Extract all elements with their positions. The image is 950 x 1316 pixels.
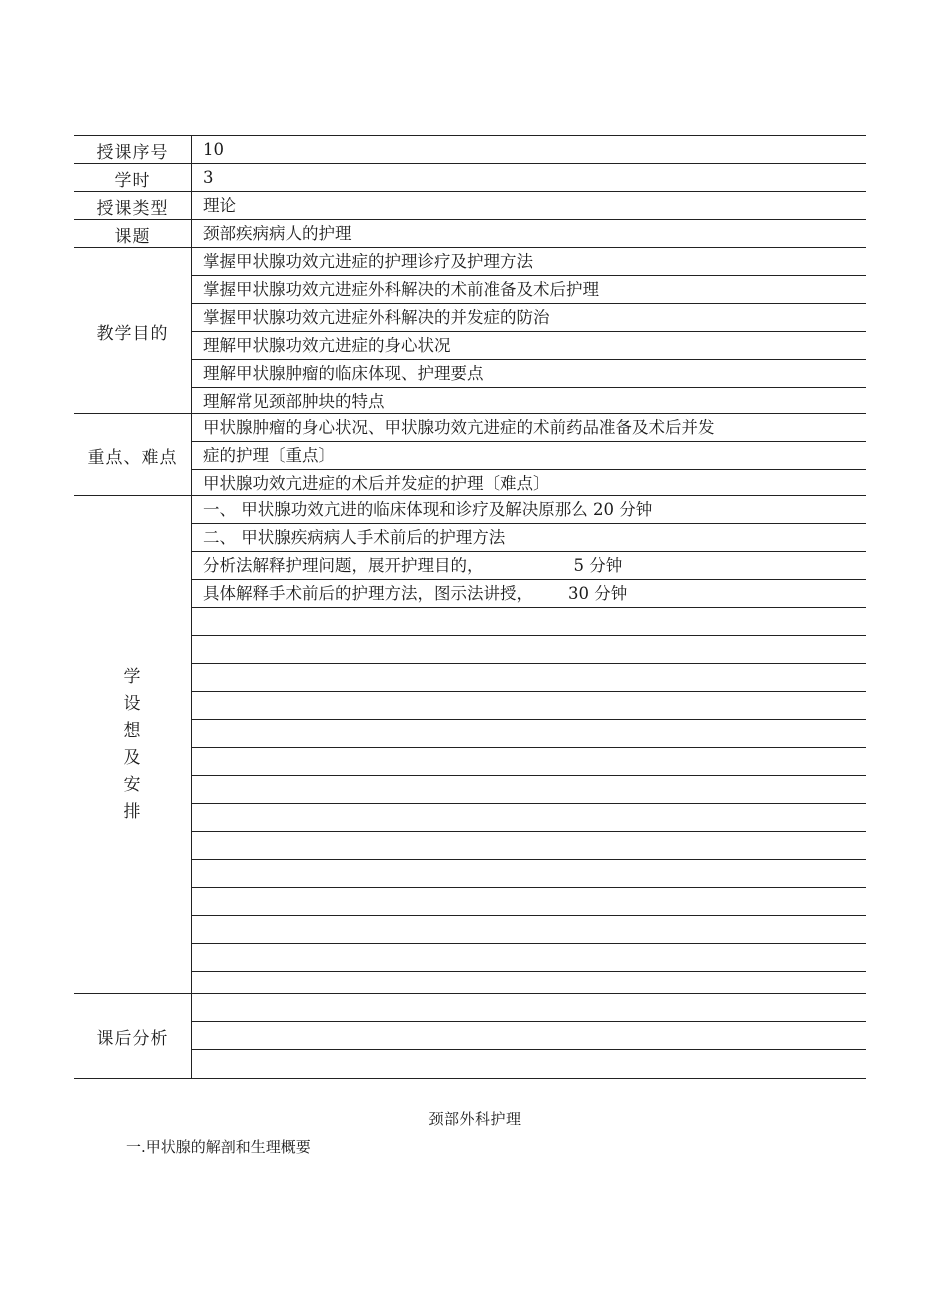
label-topic: 课题 [74,220,192,248]
label-type: 授课类型 [74,192,192,220]
value-type: 理论 [192,192,866,220]
blank-line [192,1050,866,1078]
design-text: 分析法解释护理问题，展开护理目的， [203,556,484,575]
label-design-char: 设 [123,694,142,714]
objective-item: 掌握甲状腺功效亢进症外科解决的并发症的防治 [192,304,866,332]
label-objectives: 教学目的 [74,248,192,414]
blank-line [192,972,866,994]
design-text: 具体解释手术前后的护理方法，图示法讲授， [203,584,533,603]
label-design-char: 及 [123,748,142,768]
keypoint-line: 甲状腺肿瘤的身心状况、甲状腺功效亢进症的术前药品准备及术后并发 [192,414,866,442]
keypoint-line: 症的护理〔重点〕 [192,442,866,470]
label-analysis: 课后分析 [74,994,192,1078]
label-design-char: 想 [123,721,142,741]
objective-item: 理解甲状腺功效亢进症的身心状况 [192,332,866,360]
blank-line [192,776,866,804]
value-lesson-no: 10 [192,136,866,164]
blank-line [192,636,866,664]
label-design-char: 排 [123,802,142,822]
value-topic: 颈部疾病病人的护理 [192,220,866,248]
label-keypoints: 重点、难点 [74,414,192,496]
design-line [192,552,866,580]
objective-item: 掌握甲状腺功效亢进症外科解决的术前准备及术后护理 [192,276,866,304]
value-hours: 3 [192,164,866,192]
objective-item: 理解常见颈部肿块的特点 [203,392,385,411]
blank-line [192,748,866,776]
label-hours: 学时 [74,164,192,192]
blank-line [192,994,866,1022]
subsection-title: 一.甲状腺的解剖和生理概要 [126,1138,311,1156]
blank-line [192,944,866,972]
blank-line [192,860,866,888]
label-design-char: 安 [123,775,142,795]
label-design [74,496,192,994]
blank-line [192,664,866,692]
design-line: 一、 甲状腺功效亢进的临床体现和诊疗及解决原那么 20 分钟 [192,496,866,524]
blank-line [192,720,866,748]
blank-line [192,832,866,860]
label-lesson-no: 授课序号 [74,136,192,164]
blank-line [192,608,866,636]
objective-item: 理解甲状腺肿瘤的临床体现、护理要点 [192,360,866,388]
design-time: 5 分钟 [573,556,623,575]
blank-line [192,692,866,720]
design-time: 30 分钟 [568,584,628,603]
lesson-plan-table [74,135,866,1079]
blank-line [192,888,866,916]
blank-line [192,916,866,944]
section-heading: 颈部外科护理 [428,1110,522,1128]
blank-line [192,804,866,832]
design-line: 二、 甲状腺疾病病人手术前后的护理方法 [192,524,866,552]
keypoint-line: 甲状腺功效亢进症的术后并发症的护理〔难点〕 [203,474,550,493]
design-line [192,580,866,608]
label-design-char: 学 [123,667,142,687]
objective-item: 掌握甲状腺功效亢进症的护理诊疗及护理方法 [192,248,866,276]
blank-line [192,1022,866,1050]
